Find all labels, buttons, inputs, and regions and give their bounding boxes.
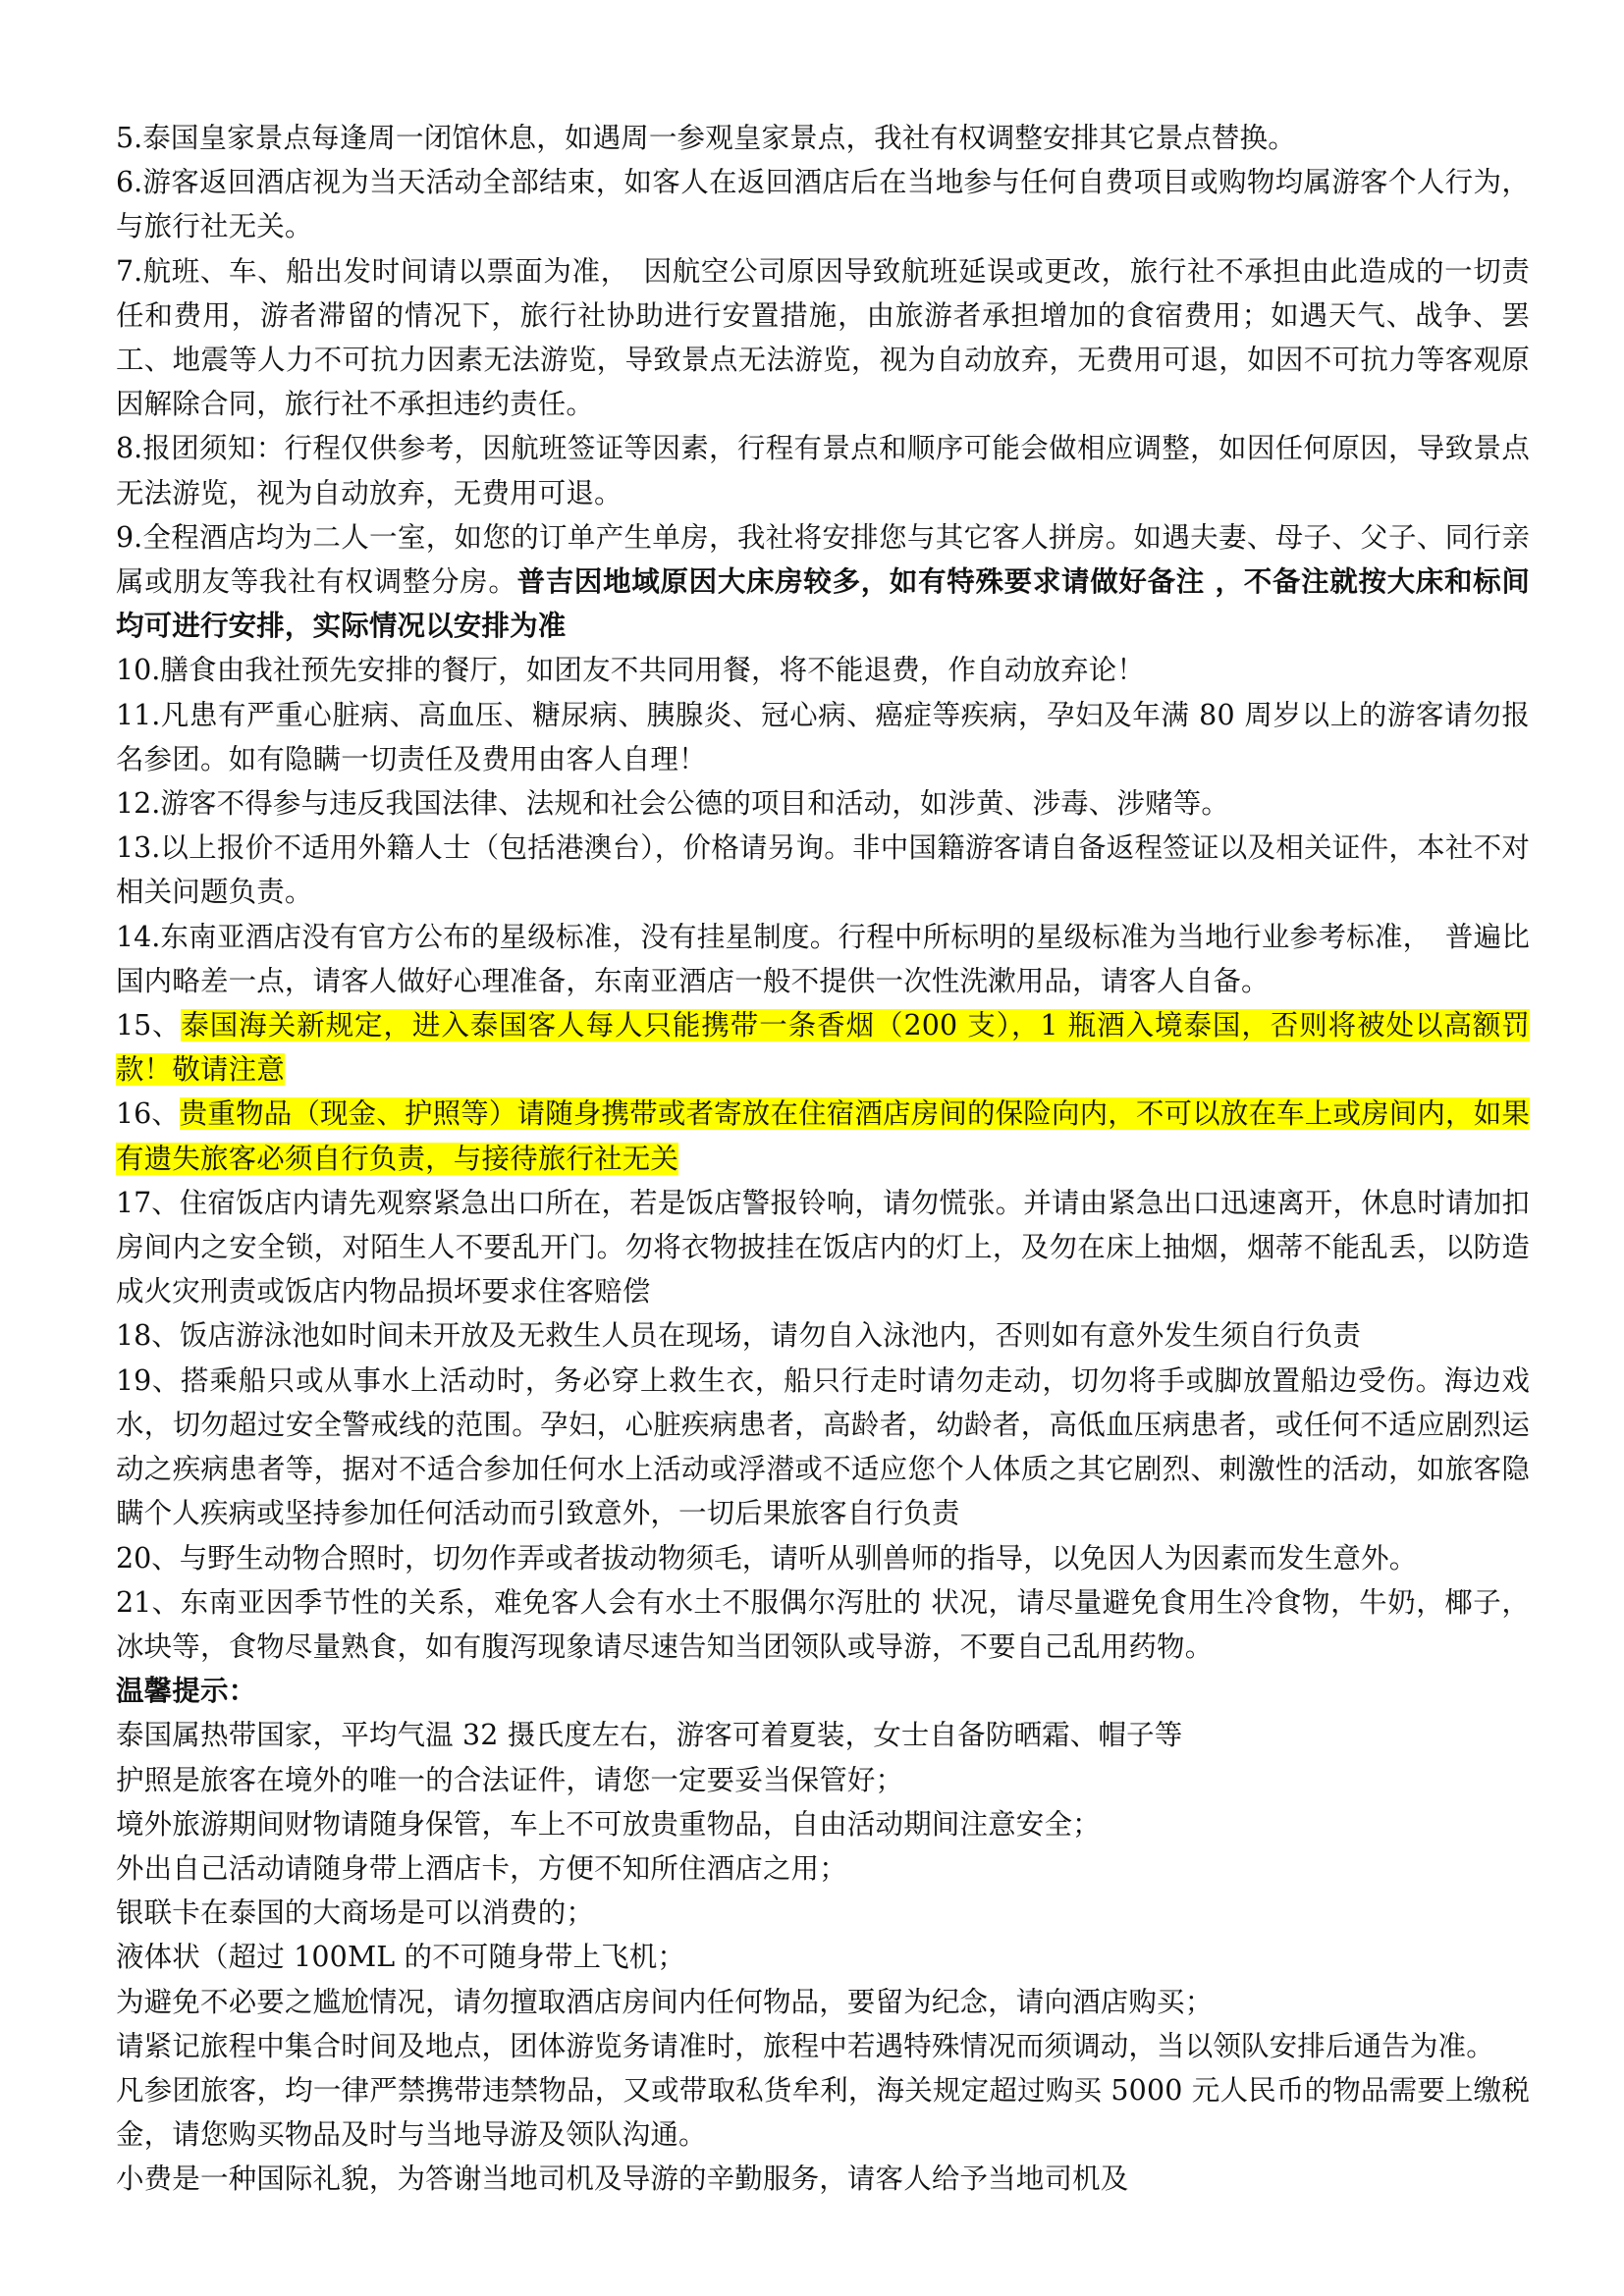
notice-item <box>116 693 1530 781</box>
notice-number: 14. <box>116 920 161 953</box>
notice-text: 游客不得参与违反我国法律、法规和社会公德的项目和活动，如涉黄、涉毒、涉赌等。 <box>160 787 1230 821</box>
notice-text: 东南亚酒店没有官方公布的星级标准，没有挂星制度。行程中所标明的星级标准为当地行业参考标准， 普遍比国内略差一点，请客人做好心理准备，东南亚酒店一般不提供一次性洗漱用品，请客人自备。 <box>116 920 1530 997</box>
notice-number: 5. <box>116 122 143 154</box>
notice-item <box>116 426 1530 514</box>
notice-number: 18、 <box>116 1319 180 1353</box>
notice-number: 9. <box>116 520 143 554</box>
notice-text: 凡患有严重心脏病、高血压、糖尿病、胰腺炎、冠心病、癌症等疾病，孕妇及年满 80 周岁以上的游客请勿报名参团。如有隐瞒一切责任及费用由客人自理！ <box>116 698 1530 775</box>
notice-text: 住宿饭店内请先观察紧急出口所在，若是饭店警报铃响，请勿慌张。并请由紧急出口迅速离开，休息时请加扣房间内之安全锁，对陌生人不要乱开门。勿将衣物披挂在饭店内的灯上，及勿在床上抽烟，烟蒂不能乱丢，以防造成火灾刑责或饭店内物品损坏要求住客赔偿 <box>116 1186 1530 1308</box>
tip-line: 外出自己活动请随身带上酒店卡，方便不知所住酒店之用； <box>116 1851 847 1885</box>
notice-item <box>116 249 1530 427</box>
notice-text: 饭店游泳池如时间未开放及无救生人员在现场，请勿自入泳池内，否则如有意外发生须自行负责 <box>179 1319 1362 1353</box>
tip-line: 液体状（超过 100ML 的不可随身带上飞机； <box>116 1941 686 1974</box>
notice-text: 报团须知：行程仅供参考，因航班签证等因素，行程有景点和顺序可能会做相应调整，如因任何原因，导致景点无法游览，视为自动放弃，无费用可退。 <box>116 432 1530 509</box>
document-page <box>116 116 1530 2202</box>
notice-item <box>116 826 1530 914</box>
notice-number: 20、 <box>116 1541 180 1575</box>
notice-text: 与野生动物合照时，切勿作弄或者拔动物须毛，请听从驯兽师的指导，以免因人为因素而发生意外。 <box>179 1541 1418 1575</box>
tip-line: 泰国属热带国家，平均气温 32 摄氏度左右，游客可着夏装，女士自备防晒霜、帽子等 <box>116 1719 1183 1752</box>
notice-text: 泰国皇家景点每逢周一闭馆休息，如遇周一参观皇家景点，我社有权调整安排其它景点替换。 <box>142 122 1296 154</box>
tip-line: 小费是一种国际礼貌，为答谢当地司机及导游的辛勤服务，请客人给予当地司机及 <box>116 2163 1129 2196</box>
notice-item <box>116 116 1530 160</box>
notice-number: 11. <box>116 698 161 731</box>
tips-list <box>116 1713 1530 2201</box>
notice-text: 游客返回酒店视为当天活动全部结束，如客人在返回酒店后在当地参与任何自费项目或购物均属游客个人行为，与旅行社无关。 <box>116 166 1530 243</box>
tip-line: 境外旅游期间财物请随身保管，车上不可放贵重物品，自由活动期间注意安全； <box>116 1807 1101 1841</box>
notice-number: 7. <box>116 254 143 288</box>
tip-line: 凡参团旅客，均一律严禁携带违禁物品，又或带取私货牟利，海关规定超过购买 5000 元人民币的物品需要上缴税金，请您购买物品及时与当地导游及领队沟通。 <box>116 2073 1530 2152</box>
notice-item <box>116 1359 1530 1536</box>
notice-item <box>116 515 1530 649</box>
tip-line: 银联卡在泰国的大商场是可以消费的； <box>116 1896 595 1930</box>
tip-line: 为避免不必要之尴尬情况，请勿擅取酒店房间内任何物品，要留为纪念，请向酒店购买； <box>116 1985 1214 2018</box>
notice-text: 航班、车、船出发时间请以票面为准， 因航空公司原因导致航班延误或更改，旅行社不承担由此造成的一切责任和费用，游者滞留的情况下，旅行社协助进行安置措施，由旅游者承担增加的食宿费用；如遇天气、战争、罢工、地震等人力不可抗力因素无法游览，导致景点无法游览，视为自动放弃，无费用可退，如因不可抗力等客观原因解除合同，旅行社不承担违约责任。 <box>116 254 1530 421</box>
notice-highlighted-text: 贵重物品（现金、护照等）请随身携带或者寄放在住宿酒店房间的保险向内，不可以放在车上或房间内，如果有遗失旅客必须自行负责，与接待旅行社无关 <box>116 1097 1530 1175</box>
notice-number: 13. <box>116 831 161 865</box>
notice-item <box>116 1092 1530 1180</box>
tips-heading: 温馨提示： <box>116 1674 257 1708</box>
notice-number: 8. <box>116 432 143 465</box>
notice-item <box>116 1003 1530 1092</box>
notice-number: 19、 <box>116 1363 181 1397</box>
tip-line: 请紧记旅程中集合时间及地点，团体游览务请准时，旅程中若遇特殊情况而须调动，当以领队安排后通告为准。 <box>116 2029 1494 2062</box>
notice-text: 以上报价不适用外籍人士（包括港澳台），价格请另询。非中国籍游客请自备返程签证以及相关证件，本社不对相关问题负责。 <box>116 831 1530 909</box>
notice-text: 全程酒店均为二人一室，如您的订单产生单房，我社将安排您与其它客人拼房。如遇夫妻、母子、父子、同行亲属或朋友等我社有权调整分房。 <box>116 520 1530 599</box>
notice-number: 15、 <box>116 1009 182 1042</box>
notice-item <box>116 1313 1530 1358</box>
notice-item <box>116 1536 1530 1580</box>
notice-item <box>116 1181 1530 1314</box>
notice-highlighted-text: 泰国海关新规定，进入泰国客人每人只能携带一条香烟（200 支），1 瓶酒入境泰国，否则将被处以高额罚款！敬请注意 <box>116 1009 1531 1087</box>
notice-number: 16、 <box>116 1097 180 1131</box>
notice-item <box>116 781 1530 826</box>
notice-list <box>116 116 1530 1669</box>
notice-number: 12. <box>116 787 161 821</box>
notice-text: 东南亚因季节性的关系，难免客人会有水土不服偶尔泻肚的 状况，请尽量避免食用生冷食物，牛奶，椰子，冰块等，食物尽量熟食，如有腹泻现象请尽速告知当团领队或导游，不要自己乱用药物。 <box>116 1585 1530 1663</box>
notice-text: 膳食由我社预先安排的餐厅，如团友不共同用餐，将不能退费，作自动放弃论！ <box>160 654 1146 687</box>
notice-item <box>116 1580 1530 1669</box>
notice-number: 10. <box>116 654 161 687</box>
notice-bold-text: 普吉因地域原因大床房较多，如有特殊要求请做好备注 ，不备注就按大床和标间均可进行安排，实际情况以安排为准 <box>116 564 1531 643</box>
notice-text: 搭乘船只或从事水上活动时，务必穿上救生衣，船只行走时请勿走动，切勿将手或脚放置船边受伤。海边戏水，切勿超过安全警戒线的范围。孕妇，心脏疾病患者，高龄者，幼龄者，高低血压病患者，或任何不适应剧烈运动之疾病患者等，据对不适合参加任何水上活动或浮潜或不适应您个人体质之其它剧烈、刺激性的活动，如旅客隐瞒个人疾病或坚持参加任何活动而引致意外，一切后果旅客自行负责 <box>116 1363 1530 1530</box>
notice-item <box>116 648 1530 692</box>
notice-number: 6. <box>116 166 143 199</box>
notice-item <box>116 915 1530 1003</box>
tip-line: 护照是旅客在境外的唯一的合法证件，请您一定要妥当保管好； <box>116 1763 904 1796</box>
notice-number: 21、 <box>116 1585 181 1619</box>
notice-item <box>116 160 1530 248</box>
notice-number: 17、 <box>116 1186 180 1219</box>
